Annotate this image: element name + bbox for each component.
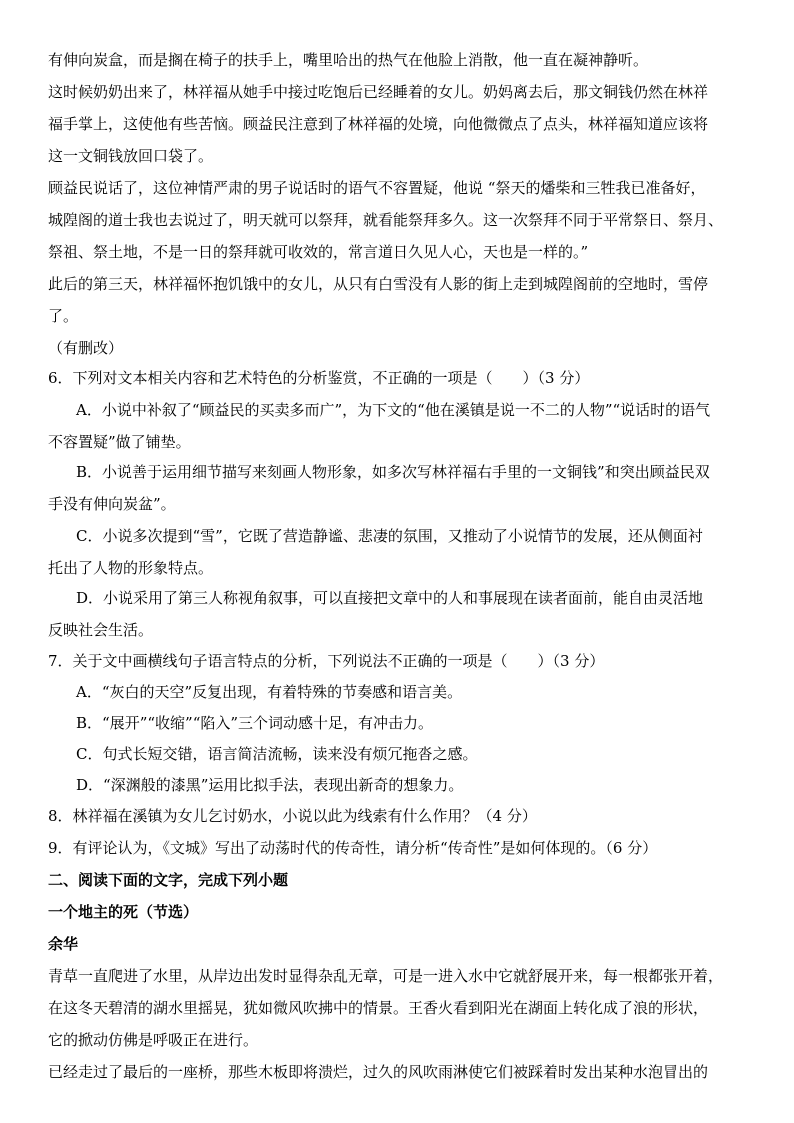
paragraph-line: 福手掌上，这使他有些苦恼。顾益民注意到了林祥福的处境，向他微微点了点头，林祥福知道应该将: [48, 115, 709, 133]
paragraph-line: 顾益民说话了，这位神情严肃的男子说话时的语气不容置疑，他说 “祭天的燔柴和三牲我已准备好，: [48, 179, 706, 197]
section-heading: 二、阅读下面的文字，完成下列小题: [48, 871, 289, 889]
option-c: C．小说多次提到“雪”，它既了营造静谧、悲凄的氛围，又推动了小说情节的发展，还从侧面衬: [76, 527, 703, 545]
paragraph-line: 它的掀动仿佛是呼吸正在进行。: [48, 1031, 259, 1049]
paragraph-line: 了。: [48, 307, 79, 325]
paragraph-line: 祭祖、祭土地，不是一日的祭拜就可收效的，常言道日久见人心，天也是一样的。”: [48, 243, 589, 261]
option-c: C．句式长短交错，语言简洁流畅，读来没有烦冗拖沓之感。: [76, 745, 478, 763]
paragraph-line: 此后的第三天，林祥福怀抱饥饿中的女儿，从只有白雪没有人影的街上走到城隍阁前的空地时，雪停: [48, 275, 709, 293]
question-8: 8．林祥福在溪镇为女儿乞讨奶水，小说以此为线索有什么作用？（4 分）: [48, 807, 537, 825]
paragraph-line: 青草一直爬进了水里，从岸边出发时显得杂乱无章，可是一进入水中它就舒展开来，每一根都张开着，: [48, 967, 724, 985]
option-b: B．小说善于运用细节描写来刻画人物形象，如多次写林祥福右手里的一文铜钱”和突出顾益民双: [76, 463, 710, 481]
option-d: D．小说采用了第三人称视角叙事，可以直接把文章中的人和事展现在读者面前，能自由灵活地: [76, 589, 704, 607]
option-a-continued: 不容置疑”做了铺垫。: [48, 433, 191, 451]
source-note: （有删改）: [48, 339, 124, 357]
question-7: 7．关于文中画横线句子语言特点的分析，下列说法不正确的一项是（ ）（3 分）: [48, 652, 605, 670]
question-9: 9．有评论认为，《文城》写出了动荡时代的传奇性，请分析“传奇性”是如何体现的。（6 分）: [48, 839, 658, 857]
option-a: A．小说中补叙了“顾益民的买卖多而广”，为下文的“他在溪镇是说一不二的人物”“说话时的语气: [76, 401, 711, 419]
paragraph-line: 这时候奶奶出来了，林祥福从她手中接过吃饱后已经睡着的女儿。奶妈离去后，那文铜钱仍然在林祥: [48, 83, 709, 101]
article-title: 一个地主的死（节选）: [48, 903, 199, 921]
question-6: 6．下列对文本相关内容和艺术特色的分析鉴赏，不正确的一项是（ ）（3 分）: [48, 369, 590, 387]
paragraph-line: 这一文铜钱放回口袋了。: [48, 147, 214, 165]
paragraph-line: 在这冬天碧清的湖水里摇晃，犹如微风吹拂中的情景。王香火看到阳光在湖面上转化成了浪的形状，: [48, 999, 709, 1017]
option-a: A．“灰白的天空”反复出现，有着特殊的节奏感和语言美。: [76, 683, 463, 701]
option-b-continued: 手没有伸向炭盆”。: [48, 495, 176, 513]
option-d-continued: 反映社会生活。: [48, 621, 154, 639]
option-b: B．“展开”“收缩”“陷入”三个词动感十足，有冲击力。: [76, 714, 434, 732]
option-c-continued: 托出了人物的形象特点。: [48, 559, 214, 577]
article-author: 余华: [48, 935, 79, 953]
option-d: D．“深渊般的漆黑”运用比拟手法，表现出新奇的想象力。: [76, 776, 464, 794]
paragraph-line: 已经走过了最后的一座桥，那些木板即将溃烂，过久的风吹雨淋使它们被踩着时发出某种水泡冒出的: [48, 1063, 709, 1081]
paragraph-line: 有伸向炭盒，而是搁在椅子的扶手上，嘴里哈出的热气在他脸上消散，他一直在凝神静听。: [48, 51, 649, 69]
paragraph-line: 城隍阁的道士我也去说过了，明天就可以祭拜，就看能祭拜多久。这一次祭拜不同于平常祭日、祭月、: [48, 211, 724, 229]
